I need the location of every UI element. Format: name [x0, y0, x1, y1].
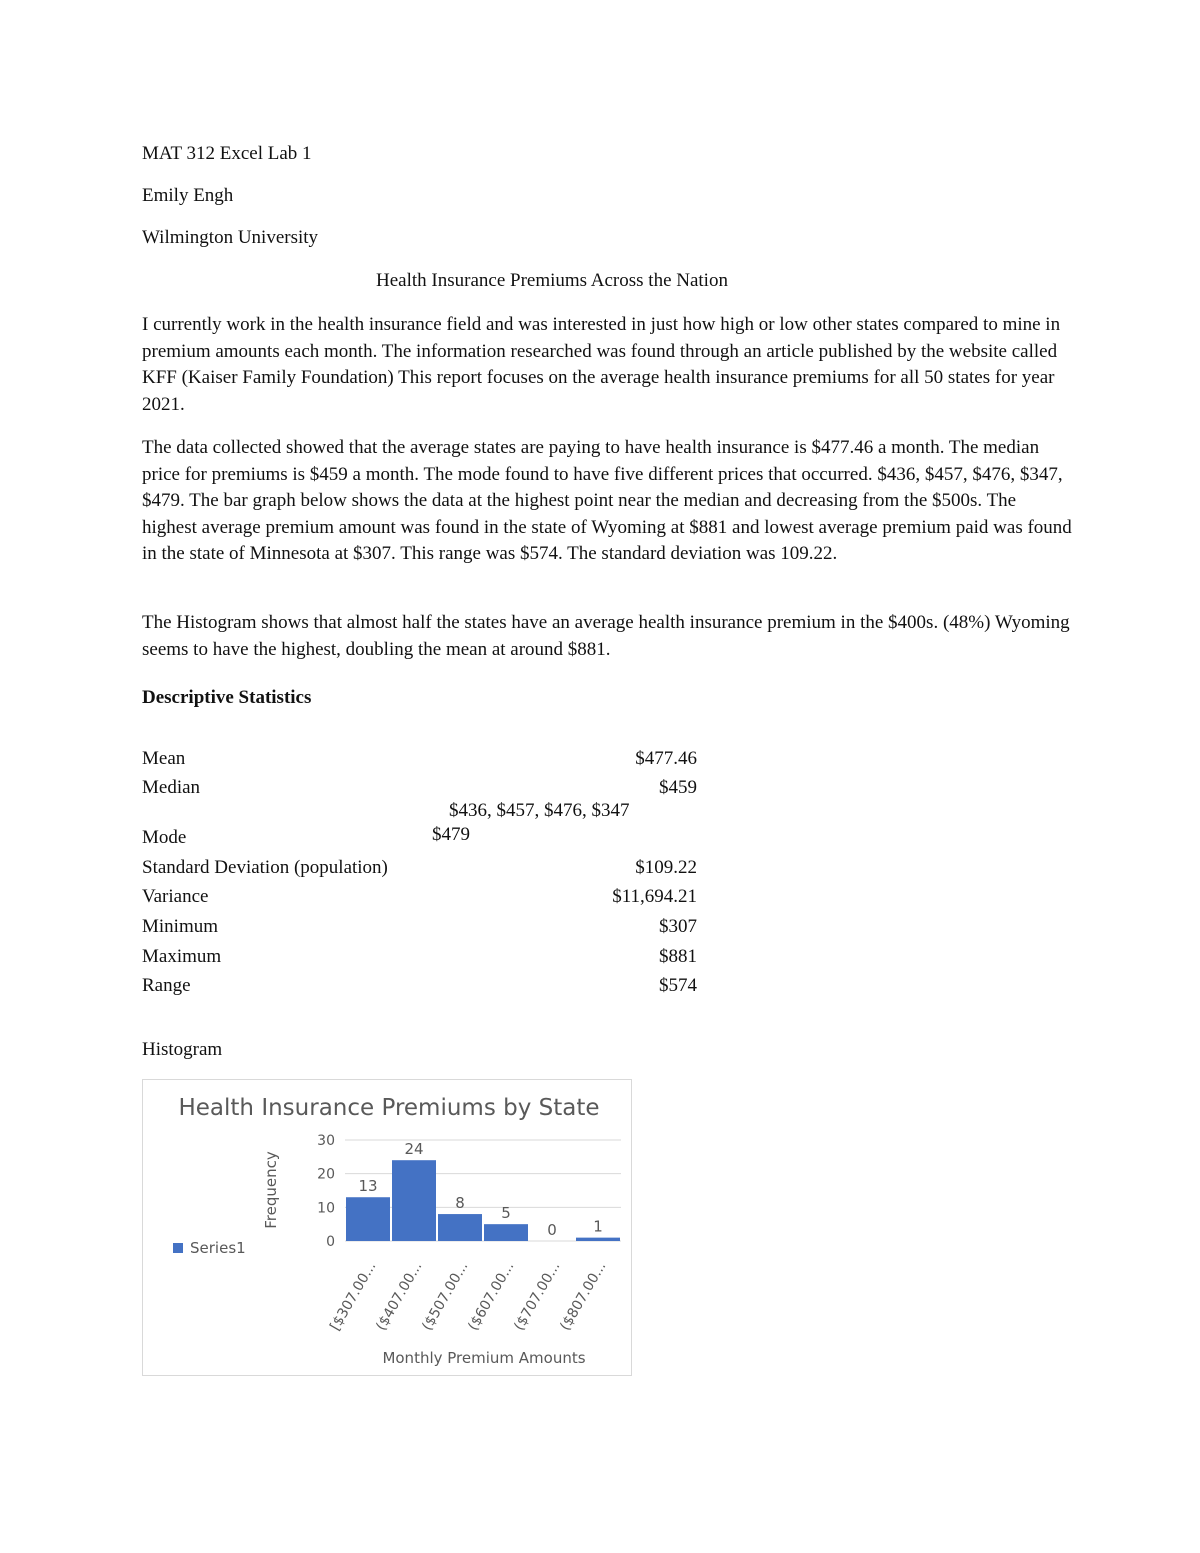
mode-value-line1: $436, $457, $476, $347 — [449, 800, 630, 821]
x-tick-label: ($807.00... — [557, 1259, 610, 1334]
chart-title: Health Insurance Premiums by State — [178, 1095, 600, 1121]
bar-data-label: 5 — [501, 1204, 511, 1223]
stats-row-mean — [142, 742, 697, 772]
bar-data-label: 1 — [593, 1217, 603, 1236]
stats-row-variance — [142, 881, 697, 911]
stats-value: $459 — [659, 777, 697, 799]
x-tick-label: [$307.00... — [327, 1259, 380, 1334]
stats-value: $307 — [659, 915, 697, 937]
stats-label: Mode — [142, 827, 187, 849]
histogram-svg — [143, 1080, 631, 1375]
y-tick-label: 0 — [326, 1234, 335, 1250]
stats-row-minimum — [142, 910, 697, 940]
stats-row-maximum — [142, 940, 697, 970]
stats-label: Maximum — [142, 945, 222, 967]
institution-name: Wilmington University — [142, 227, 319, 248]
stats-value: $574 — [659, 975, 697, 997]
bar-data-label: 13 — [358, 1177, 378, 1196]
stats-value: $11,694.21 — [612, 886, 697, 908]
stats-row-range — [142, 970, 697, 1000]
legend-series-name: Series1 — [190, 1239, 246, 1257]
stats-label: Standard Deviation (population) — [142, 856, 388, 878]
stats-label: Range — [142, 975, 191, 997]
paragraph-intro: I currently work in the health insurance field and was interested in just how high or low other states compared to mine in premium amounts each month. The information researched was found through an article published by the website called KFF (Kaiser Family Foundation) This report focuses on the average health insurance premiums for all 50 states for year 2021. — [142, 314, 1061, 415]
y-tick-label: 30 — [317, 1133, 335, 1149]
stats-value: $109.22 — [635, 856, 697, 878]
y-axis-label: Frequency — [262, 1151, 280, 1229]
x-tick-label: ($707.00... — [511, 1259, 564, 1334]
stats-value: $477.46 — [635, 747, 697, 769]
mode-value-line2: $479 — [432, 824, 470, 845]
stats-label: Minimum — [142, 915, 219, 937]
histogram-label: Histogram — [142, 1039, 223, 1060]
stats-table — [142, 742, 697, 999]
x-tick-label: ($607.00... — [465, 1259, 518, 1334]
stats-value: $881 — [659, 945, 697, 967]
x-axis-label: Monthly Premium Amounts — [382, 1349, 586, 1367]
legend-swatch — [173, 1243, 183, 1253]
paragraph-histogram: The Histogram shows that almost half the states have an average health insurance premium in the $400s. (48%) Wyoming seems to have the highest, doubling the mean at around $881. — [142, 612, 1070, 660]
y-tick-label: 10 — [317, 1200, 335, 1217]
stats-label: Median — [142, 777, 201, 799]
course-title: MAT 312 Excel Lab 1 — [142, 143, 312, 164]
x-tick-label: ($407.00... — [373, 1259, 426, 1334]
y-tick-label: 20 — [317, 1166, 335, 1183]
histogram-bar — [484, 1224, 528, 1241]
histogram-chart — [142, 1079, 632, 1376]
bar-data-label: 24 — [404, 1140, 424, 1159]
stats-label: Mean — [142, 747, 186, 769]
histogram-bar — [576, 1238, 620, 1241]
bar-data-label: 0 — [547, 1221, 557, 1239]
stats-label: Variance — [142, 886, 209, 908]
document-title: Health Insurance Premiums Across the Nation — [376, 270, 728, 291]
histogram-bar — [392, 1160, 436, 1241]
x-tick-label: ($507.00... — [419, 1259, 472, 1334]
histogram-bar — [346, 1197, 390, 1241]
stats-heading: Descriptive Statistics — [142, 687, 312, 708]
bar-data-label: 8 — [455, 1194, 465, 1213]
author-name: Emily Engh — [142, 185, 234, 206]
stats-row-median — [142, 772, 697, 802]
histogram-bar — [438, 1214, 482, 1241]
paragraph-findings: The data collected showed that the average states are paying to have health insurance is $477.46 a month. The median price for premiums is $459 a month. The mode found to have five different prices that occurred. $436, $457, $476, $347, $479. The bar graph below shows the data at the highest point near the median and decreasing from the $500s. The highest average premium amount was found in the state of Wyoming at $881 and lowest average premium paid was found in the state of Minnesota at $307. This range was $574. The standard deviation was 109.22. — [142, 437, 1072, 564]
stats-row-std — [142, 851, 697, 881]
